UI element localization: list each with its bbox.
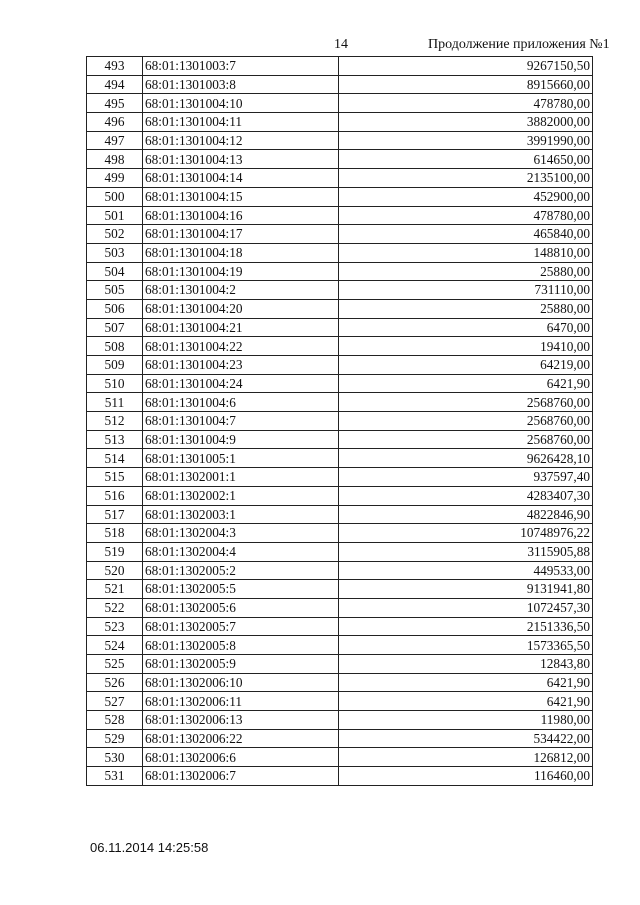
cadastral-value: 3882000,00 — [339, 113, 593, 132]
table-row — [87, 337, 593, 356]
cadastral-number: 68:01:1301003:7 — [143, 57, 339, 76]
cadastral-number: 68:01:1301004:16 — [143, 206, 339, 225]
cadastral-number: 68:01:1301005:1 — [143, 449, 339, 468]
table-row — [87, 243, 593, 262]
cadastral-value: 126812,00 — [339, 748, 593, 767]
row-number: 514 — [87, 449, 143, 468]
cadastral-value: 2151336,50 — [339, 617, 593, 636]
cadastral-number: 68:01:1302005:6 — [143, 598, 339, 617]
cadastral-number: 68:01:1301004:20 — [143, 299, 339, 318]
cadastral-number: 68:01:1302006:13 — [143, 711, 339, 730]
table-row — [87, 113, 593, 132]
cadastral-value-table — [86, 56, 593, 786]
cadastral-value: 25880,00 — [339, 299, 593, 318]
row-number: 520 — [87, 561, 143, 580]
cadastral-number: 68:01:1301004:21 — [143, 318, 339, 337]
table-row — [87, 318, 593, 337]
table-row — [87, 468, 593, 487]
row-number: 494 — [87, 75, 143, 94]
row-number: 524 — [87, 636, 143, 655]
cadastral-number: 68:01:1301004:11 — [143, 113, 339, 132]
table-row — [87, 542, 593, 561]
table-row — [87, 75, 593, 94]
row-number: 496 — [87, 113, 143, 132]
cadastral-value: 64219,00 — [339, 356, 593, 375]
table-row — [87, 412, 593, 431]
table-row — [87, 598, 593, 617]
cadastral-number: 68:01:1301004:22 — [143, 337, 339, 356]
appendix-continuation-note: Продолжение приложения №1 — [428, 37, 610, 52]
row-number: 522 — [87, 598, 143, 617]
cadastral-value: 2568760,00 — [339, 393, 593, 412]
row-number: 495 — [87, 94, 143, 113]
row-number: 515 — [87, 468, 143, 487]
cadastral-number: 68:01:1301004:19 — [143, 262, 339, 281]
row-number: 497 — [87, 131, 143, 150]
cadastral-value: 6421,90 — [339, 374, 593, 393]
table-row — [87, 711, 593, 730]
row-number: 507 — [87, 318, 143, 337]
table-row — [87, 580, 593, 599]
table-row — [87, 299, 593, 318]
cadastral-number: 68:01:1302006:6 — [143, 748, 339, 767]
cadastral-number: 68:01:1301004:6 — [143, 393, 339, 412]
cadastral-number: 68:01:1301004:17 — [143, 225, 339, 244]
cadastral-value: 731110,00 — [339, 281, 593, 300]
row-number: 516 — [87, 486, 143, 505]
cadastral-value: 9131941,80 — [339, 580, 593, 599]
cadastral-value: 6470,00 — [339, 318, 593, 337]
cadastral-number: 68:01:1302005:8 — [143, 636, 339, 655]
cadastral-value: 2568760,00 — [339, 412, 593, 431]
cadastral-number: 68:01:1301004:2 — [143, 281, 339, 300]
row-number: 527 — [87, 692, 143, 711]
cadastral-number: 68:01:1302006:22 — [143, 729, 339, 748]
cadastral-value: 1573365,50 — [339, 636, 593, 655]
row-number: 519 — [87, 542, 143, 561]
table-row — [87, 281, 593, 300]
table-row — [87, 729, 593, 748]
cadastral-number: 68:01:1302005:2 — [143, 561, 339, 580]
table-row — [87, 225, 593, 244]
cadastral-value: 4822846,90 — [339, 505, 593, 524]
print-timestamp: 06.11.2014 14:25:58 — [90, 840, 209, 855]
table-row — [87, 187, 593, 206]
cadastral-value: 449533,00 — [339, 561, 593, 580]
row-number: 502 — [87, 225, 143, 244]
cadastral-value: 6421,90 — [339, 673, 593, 692]
cadastral-number: 68:01:1302001:1 — [143, 468, 339, 487]
table-row — [87, 505, 593, 524]
cadastral-number: 68:01:1302005:5 — [143, 580, 339, 599]
cadastral-value: 478780,00 — [339, 94, 593, 113]
cadastral-number: 68:01:1301004:14 — [143, 169, 339, 188]
cadastral-value: 614650,00 — [339, 150, 593, 169]
page-number: 14 — [334, 37, 348, 52]
row-number: 511 — [87, 393, 143, 412]
cadastral-number: 68:01:1302004:3 — [143, 524, 339, 543]
row-number: 498 — [87, 150, 143, 169]
row-number: 506 — [87, 299, 143, 318]
table-row — [87, 524, 593, 543]
cadastral-number: 68:01:1302004:4 — [143, 542, 339, 561]
cadastral-number: 68:01:1302005:9 — [143, 655, 339, 674]
row-number: 529 — [87, 729, 143, 748]
row-number: 500 — [87, 187, 143, 206]
table-row — [87, 617, 593, 636]
cadastral-number: 68:01:1301004:12 — [143, 131, 339, 150]
table-row — [87, 131, 593, 150]
cadastral-value: 4283407,30 — [339, 486, 593, 505]
cadastral-value: 19410,00 — [339, 337, 593, 356]
table-row — [87, 636, 593, 655]
row-number: 517 — [87, 505, 143, 524]
row-number: 528 — [87, 711, 143, 730]
cadastral-number: 68:01:1301004:9 — [143, 430, 339, 449]
cadastral-value: 1072457,30 — [339, 598, 593, 617]
row-number: 531 — [87, 767, 143, 786]
row-number: 510 — [87, 374, 143, 393]
row-number: 503 — [87, 243, 143, 262]
row-number: 493 — [87, 57, 143, 76]
cadastral-value: 534422,00 — [339, 729, 593, 748]
cadastral-value: 9267150,50 — [339, 57, 593, 76]
cadastral-value: 11980,00 — [339, 711, 593, 730]
cadastral-value: 3115905,88 — [339, 542, 593, 561]
cadastral-value: 2135100,00 — [339, 169, 593, 188]
cadastral-value: 25880,00 — [339, 262, 593, 281]
row-number: 501 — [87, 206, 143, 225]
table-row — [87, 748, 593, 767]
row-number: 508 — [87, 337, 143, 356]
row-number: 521 — [87, 580, 143, 599]
table-row — [87, 430, 593, 449]
cadastral-value: 6421,90 — [339, 692, 593, 711]
cadastral-number: 68:01:1301004:23 — [143, 356, 339, 375]
cadastral-number: 68:01:1302006:7 — [143, 767, 339, 786]
cadastral-value: 2568760,00 — [339, 430, 593, 449]
cadastral-number: 68:01:1302005:7 — [143, 617, 339, 636]
row-number: 513 — [87, 430, 143, 449]
table-row — [87, 262, 593, 281]
cadastral-number: 68:01:1302003:1 — [143, 505, 339, 524]
cadastral-number: 68:01:1302006:10 — [143, 673, 339, 692]
cadastral-value: 10748976,22 — [339, 524, 593, 543]
table-row — [87, 374, 593, 393]
table-row — [87, 94, 593, 113]
cadastral-number: 68:01:1301004:13 — [143, 150, 339, 169]
table-body — [87, 57, 593, 786]
row-number: 509 — [87, 356, 143, 375]
cadastral-number: 68:01:1301004:7 — [143, 412, 339, 431]
table-row — [87, 673, 593, 692]
table-row — [87, 206, 593, 225]
cadastral-value: 9626428,10 — [339, 449, 593, 468]
cadastral-value: 12843,80 — [339, 655, 593, 674]
row-number: 523 — [87, 617, 143, 636]
table-row — [87, 169, 593, 188]
cadastral-value: 3991990,00 — [339, 131, 593, 150]
row-number: 504 — [87, 262, 143, 281]
table-row — [87, 393, 593, 412]
table-row — [87, 486, 593, 505]
table-row — [87, 356, 593, 375]
cadastral-value: 478780,00 — [339, 206, 593, 225]
cadastral-value: 8915660,00 — [339, 75, 593, 94]
table-row — [87, 692, 593, 711]
cadastral-number: 68:01:1301004:18 — [143, 243, 339, 262]
table-row — [87, 655, 593, 674]
table-row — [87, 767, 593, 786]
cadastral-value: 452900,00 — [339, 187, 593, 206]
row-number: 526 — [87, 673, 143, 692]
table-row — [87, 57, 593, 76]
row-number: 499 — [87, 169, 143, 188]
row-number: 525 — [87, 655, 143, 674]
cadastral-value: 465840,00 — [339, 225, 593, 244]
row-number: 530 — [87, 748, 143, 767]
cadastral-number: 68:01:1301004:10 — [143, 94, 339, 113]
row-number: 518 — [87, 524, 143, 543]
table-row — [87, 150, 593, 169]
cadastral-value: 116460,00 — [339, 767, 593, 786]
table-row — [87, 449, 593, 468]
cadastral-number: 68:01:1301004:24 — [143, 374, 339, 393]
cadastral-number: 68:01:1302002:1 — [143, 486, 339, 505]
row-number: 512 — [87, 412, 143, 431]
cadastral-number: 68:01:1301004:15 — [143, 187, 339, 206]
row-number: 505 — [87, 281, 143, 300]
cadastral-value: 937597,40 — [339, 468, 593, 487]
table-row — [87, 561, 593, 580]
cadastral-number: 68:01:1301003:8 — [143, 75, 339, 94]
cadastral-number: 68:01:1302006:11 — [143, 692, 339, 711]
cadastral-value: 148810,00 — [339, 243, 593, 262]
